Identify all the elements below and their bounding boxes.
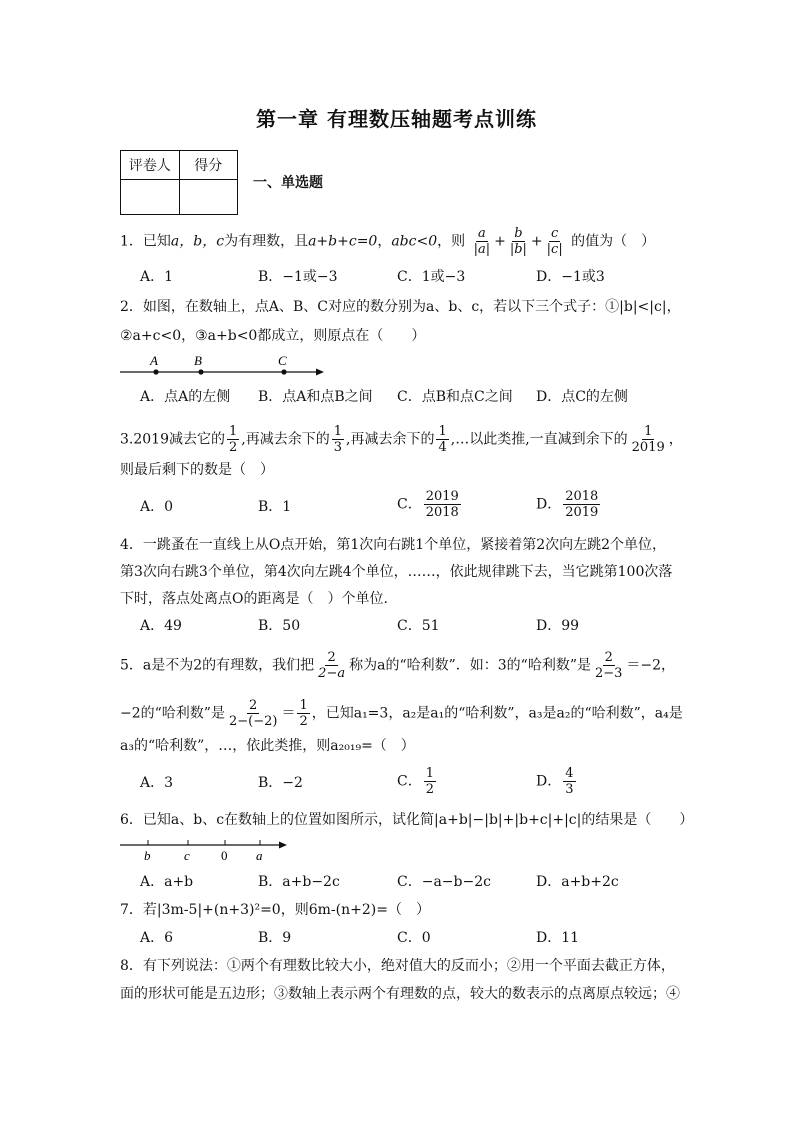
q7-option-a[interactable]: A．6 — [140, 930, 174, 946]
q5-option-c[interactable]: C． $\frac{1}{2}$ — [397, 766, 434, 797]
label-c: c — [184, 848, 190, 863]
q2-option-b[interactable]: B．点A和点B之间 — [258, 389, 373, 405]
q2-option-d[interactable]: D．点C的左侧 — [536, 389, 628, 405]
q3-option-d[interactable]: D． $\frac{2018}{2019}$ — [536, 489, 599, 520]
q6-option-a[interactable]: A．a+b — [140, 874, 194, 890]
q6-option-d[interactable]: D．a+b+2c — [536, 874, 619, 890]
point-c — [281, 369, 286, 374]
section-heading: 一、单选题 — [253, 175, 323, 191]
q6-option-b[interactable]: B．a+b−2c — [258, 874, 340, 890]
q7-option-d[interactable]: D．11 — [536, 930, 580, 946]
question-8-line-1: 8．有下列说法：①两个有理数比较大小，绝对值大的反而小；②用一个平面去截正方体， — [120, 958, 675, 974]
q1-option-d[interactable]: D．−1或3 — [536, 269, 605, 285]
point-b — [198, 369, 203, 374]
question-5-line-2: −2的“哈利数”是 $\frac{2}{2-(-2)}$ ＝ $\frac{1}{2}$ ，已知a₁=3，a₂是a₁的“哈利数”，a₃是a₂的“哈利数”，a₄是 — [120, 698, 683, 729]
label-zero: 0 — [221, 848, 228, 863]
fraction-b: $\frac{b}{|b|}$ — [509, 226, 527, 257]
q6-option-c[interactable]: C．−a−b−2c — [397, 874, 491, 890]
q4-option-b[interactable]: B．50 — [258, 618, 301, 634]
question-4-line-1: 4．一跳蚤在一直线上从O点开始，第1次向右跳1个单位，紧接着第2次向左跳2个单位， — [120, 537, 667, 553]
question-5-line-3: a₃的“哈利数”，…，依此类推，则a₂₀₁₉=（ ） — [120, 738, 415, 754]
question-3-line-2: 则最后剩下的数是（ ） — [120, 462, 274, 478]
q2-option-c[interactable]: C．点B和点C之间 — [397, 389, 513, 405]
question-7-line-1: 7．若|3m-5|+(n+3)²=0，则6m-(n+2)=（ ） — [120, 902, 430, 918]
page-title: 第一章 有理数压轴题考点训练 — [256, 107, 537, 131]
reviewer-cell[interactable] — [121, 180, 180, 215]
fraction-c: $\frac{c}{|c|}$ — [546, 226, 563, 257]
label-b: B — [194, 353, 202, 368]
q1-option-b[interactable]: B．−1或−3 — [258, 269, 338, 285]
q4-option-d[interactable]: D．99 — [536, 618, 580, 634]
q3-option-b[interactable]: B．1 — [258, 499, 292, 515]
question-4-line-2: 第3次向右跳3个单位，第4次向左跳4个单位，……，依此规律跳下去，当它跳第100次落 — [120, 564, 673, 580]
q6-number-line — [118, 836, 298, 866]
label-b: b — [144, 848, 151, 863]
q5-option-b[interactable]: B．−2 — [258, 775, 303, 791]
question-8-line-2: 面的形状可能是五边形；③数轴上表示两个有理数的点，较大的数表示的点离原点较远；④ — [120, 986, 680, 1002]
reviewer-header: 评卷人 — [121, 151, 180, 180]
question-4-line-3: 下时，落点处离点O的距离是（ ）个单位. — [120, 591, 388, 607]
point-a — [153, 369, 158, 374]
label-a: A — [150, 353, 158, 368]
q1-option-c[interactable]: C．1或−3 — [397, 269, 466, 285]
q7-option-b[interactable]: B．9 — [258, 930, 292, 946]
q5-option-a[interactable]: A．3 — [140, 775, 174, 791]
score-header: 得分 — [179, 151, 238, 180]
q3-option-a[interactable]: A．0 — [140, 499, 174, 515]
question-2-line-2: ②a+c<0，③a+b<0都成立，则原点在（ ） — [120, 328, 426, 344]
q2-number-line — [118, 350, 333, 382]
q5-option-d[interactable]: D． $\frac{4}{3}$ — [536, 766, 574, 797]
question-5-line-1: 5．a是不为2的有理数，我们把 $\frac{2}{2-a}$ 称为a的“哈利数”．如：3的“哈利数”是 $\frac{2}{2-3}$ ＝−2， — [120, 650, 676, 681]
label-c: C — [278, 353, 287, 368]
q1-option-a[interactable]: A．1 — [140, 269, 174, 285]
score-table — [120, 150, 238, 215]
question-1: 1．已知a，b，c为有理数，且a+b+c=0，abc<0，则 $\frac{a}{|a|}$ + $\frac{b}{|b|}$ + $\frac{c}{|c|}$ 的值为（ ） — [120, 226, 656, 257]
label-a: a — [256, 848, 263, 863]
q4-option-a[interactable]: A．49 — [140, 618, 182, 634]
question-6-line-1: 6．已知a、b、c在数轴上的位置如图所示，试化简|a+b|−|b|+|b+c|+|c|的结果是（ ） — [120, 812, 694, 828]
question-2-line-1: 2．如图，在数轴上，点A、B、C对应的数分别为a、b、c，若以下三个式子：①|b|<|c|， — [120, 299, 681, 315]
q4-option-c[interactable]: C．51 — [397, 618, 440, 634]
question-3-line-1: 3.2019减去它的 $\frac{1}{2}$ ,再减去余下的 $\frac{1}{3}$ ,再减去余下的 $\frac{1}{4}$ ,…以此类推,一直减到余下的 $\frac{1}{2019}$ ， — [120, 424, 683, 455]
q7-option-c[interactable]: C．0 — [397, 930, 431, 946]
q3-option-c[interactable]: C． $\frac{2019}{2018}$ — [397, 489, 459, 520]
score-cell[interactable] — [179, 180, 238, 215]
fraction-a: $\frac{a}{|a|}$ — [473, 226, 491, 257]
q2-option-a[interactable]: A．点A的左侧 — [140, 389, 231, 405]
